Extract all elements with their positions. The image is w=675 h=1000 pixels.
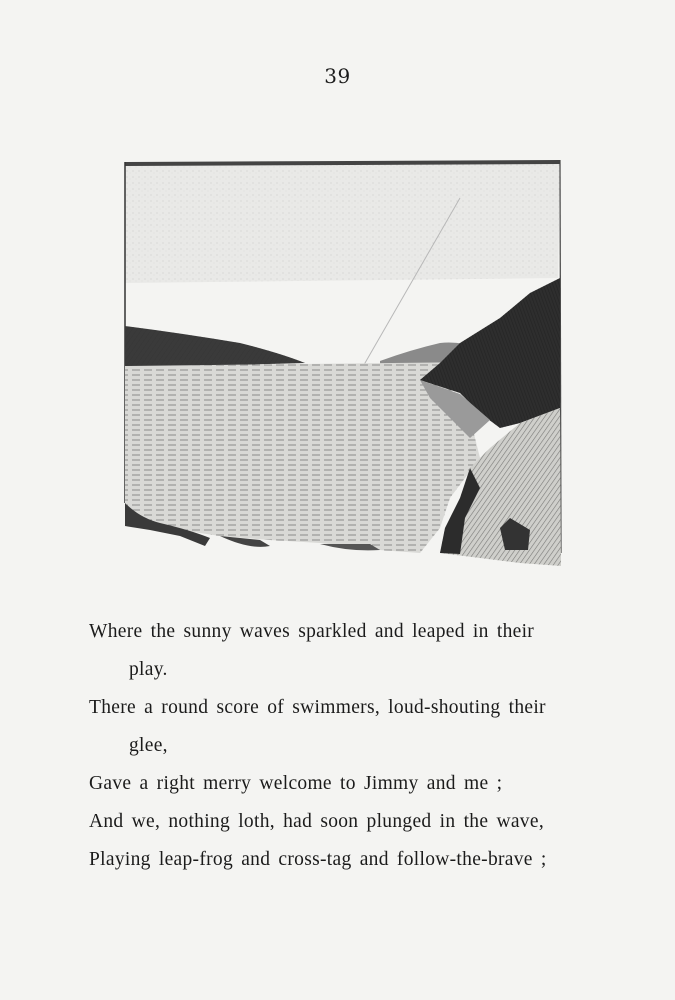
lake-engraving-image (120, 158, 565, 570)
lake-illustration (120, 158, 565, 570)
poem-line: glee, (129, 735, 168, 756)
poem-stanza (89, 616, 629, 882)
poem-line: Where the sunny waves sparkled and leaped in their (89, 621, 535, 642)
poem-line: There a round score of swimmers, loud-shouting their (89, 697, 546, 718)
poem-line: play. (129, 659, 168, 680)
poem-line: Playing leap-frog and cross-tag and follow-the-brave ; (89, 849, 547, 870)
page-number: 39 (324, 64, 351, 88)
poem-line: Gave a right merry welcome to Jimmy and me ; (89, 773, 503, 794)
poem-line: And we, nothing loth, had soon plunged in the wave, (89, 811, 544, 832)
